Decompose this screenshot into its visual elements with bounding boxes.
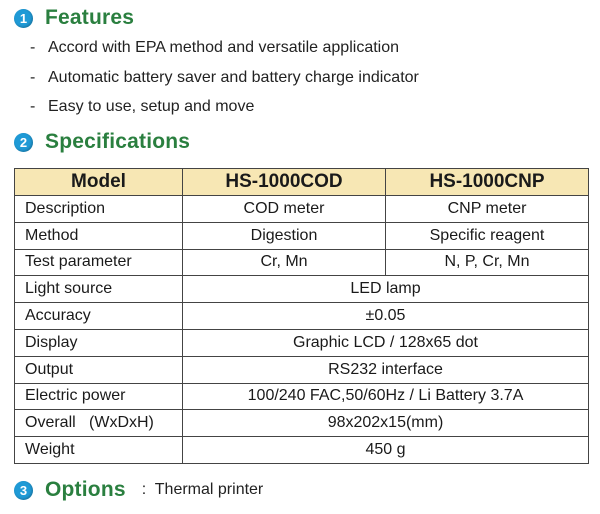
row-label: Output <box>15 356 183 383</box>
shared-value: RS232 interface <box>183 356 589 383</box>
number-one-badge-icon: 1 <box>14 9 33 28</box>
shared-value: Graphic LCD / 128x65 dot <box>183 329 589 356</box>
specifications-table <box>14 168 589 464</box>
row-label: Method <box>15 222 183 249</box>
features-heading <box>14 6 134 30</box>
table-row <box>15 276 589 303</box>
feature-item: - Easy to use, setup and move <box>30 98 255 115</box>
table-row <box>15 329 589 356</box>
header-cod: HS-1000COD <box>183 169 386 196</box>
cnp-value: CNP meter <box>386 196 589 223</box>
cod-value: COD meter <box>183 196 386 223</box>
table-row <box>15 383 589 410</box>
cnp-value: N, P, Cr, Mn <box>386 249 589 276</box>
shared-value: LED lamp <box>183 276 589 303</box>
features-title: Features <box>45 6 135 29</box>
table-row <box>15 249 589 276</box>
table-row <box>15 196 589 223</box>
number-three-badge-icon: 3 <box>14 481 33 500</box>
options-text: : Thermal printer <box>141 481 264 498</box>
row-label: Description <box>15 196 183 223</box>
row-label: Weight <box>15 437 183 464</box>
table-row <box>15 303 589 330</box>
row-label: Test parameter <box>15 249 183 276</box>
table-header-row <box>15 169 589 196</box>
feature-item: - Automatic battery saver and battery charge indicator <box>30 68 419 86</box>
row-label: Accuracy <box>15 303 183 330</box>
options-title: Options <box>45 478 126 501</box>
cnp-value: Specific reagent <box>386 222 589 249</box>
table-row <box>15 410 589 437</box>
header-model: Model <box>15 169 183 196</box>
row-label: Overall (WxDxH) <box>15 410 183 437</box>
table-row <box>15 356 589 383</box>
header-cnp: HS-1000CNP <box>386 169 589 196</box>
specifications-heading <box>14 130 190 154</box>
shared-value: 100/240 FAC,50/60Hz / Li Battery 3.7A <box>183 383 589 410</box>
cod-value: Digestion <box>183 222 386 249</box>
row-label: Electric power <box>15 383 183 410</box>
options-heading <box>14 478 263 502</box>
shared-value: 98x202x15(mm) <box>183 410 589 437</box>
number-two-badge-icon: 2 <box>14 133 33 152</box>
shared-value: 450 g <box>183 437 589 464</box>
table-row <box>15 437 589 464</box>
shared-value: ±0.05 <box>183 303 589 330</box>
row-label: Light source <box>15 276 183 303</box>
cod-value: Cr, Mn <box>183 249 386 276</box>
row-label: Display <box>15 329 183 356</box>
feature-item: - Accord with EPA method and versatile application <box>30 39 400 56</box>
features-list <box>30 38 419 127</box>
specifications-title: Specifications <box>45 130 191 153</box>
table-row <box>15 222 589 249</box>
